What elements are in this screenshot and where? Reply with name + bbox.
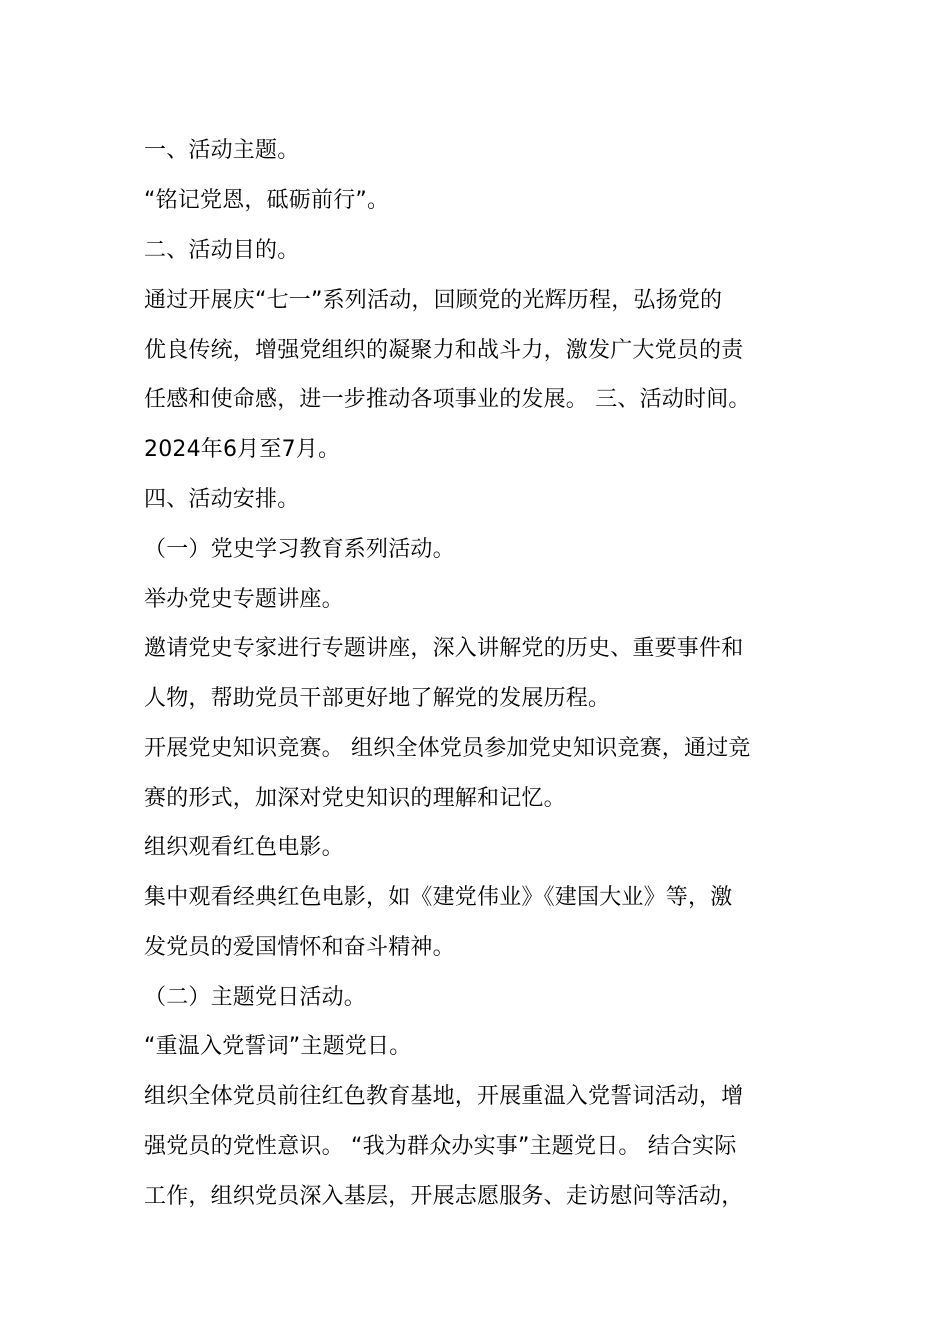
paragraph-line: 通过开展庆“七一”系列活动，回顾党的光辉历程，弘扬党的 xyxy=(144,288,723,313)
paragraph-line: 组织全体党员前往红色教育基地，开展重温入党誓词活动，增 xyxy=(144,1084,744,1109)
item-heading-movie: 组织观看红色电影。 xyxy=(144,835,344,860)
paragraph-line: 集中观看经典红色电影，如《建党伟业》《建国大业》等，激 xyxy=(144,885,733,910)
theme-text: “铭记党恩，砥砺前行”。 xyxy=(144,188,390,213)
paragraph-line: 人物，帮助党员干部更好地了解党的发展历程。 xyxy=(144,686,611,711)
item-heading-lecture: 举办党史专题讲座。 xyxy=(144,587,344,612)
paragraph-line: 工作，组织党员深入基层，开展志愿服务、走访慰问等活动， xyxy=(144,1184,744,1209)
subsection-heading-1: （一）党史学习教育系列活动。 xyxy=(144,537,455,562)
section-heading-theme: 一、活动主题。 xyxy=(144,138,300,163)
time-text: 2024年6月至7月。 xyxy=(144,437,341,462)
paragraph-line: 发党员的爱国情怀和奋斗精神。 xyxy=(144,935,455,960)
paragraph-line: 赛的形式，加深对党史知识的理解和记忆。 xyxy=(144,786,566,811)
paragraph-line: 开展党史知识竞赛。 组织全体党员参加党史知识竞赛，通过竞 xyxy=(144,736,751,761)
subsection-heading-2: （二）主题党日活动。 xyxy=(144,985,367,1010)
section-heading-arrangement: 四、活动安排。 xyxy=(144,487,300,512)
item-heading-oath: “重温入党誓词”主题党日。 xyxy=(144,1034,412,1059)
paragraph-line: 优良传统，增强党组织的凝聚力和战斗力，激发广大党员的责 xyxy=(144,338,744,363)
paragraph-line: 邀请党史专家进行专题讲座，深入讲解党的历史、重要事件和 xyxy=(144,636,744,661)
paragraph-line: 强党员的党性意识。 “我为群众办实事”主题党日。 结合实际 xyxy=(144,1134,737,1159)
section-heading-purpose: 二、活动目的。 xyxy=(144,238,300,263)
paragraph-line: 任感和使命感，进一步推动各项事业的发展。 三、活动时间。 xyxy=(144,387,751,412)
